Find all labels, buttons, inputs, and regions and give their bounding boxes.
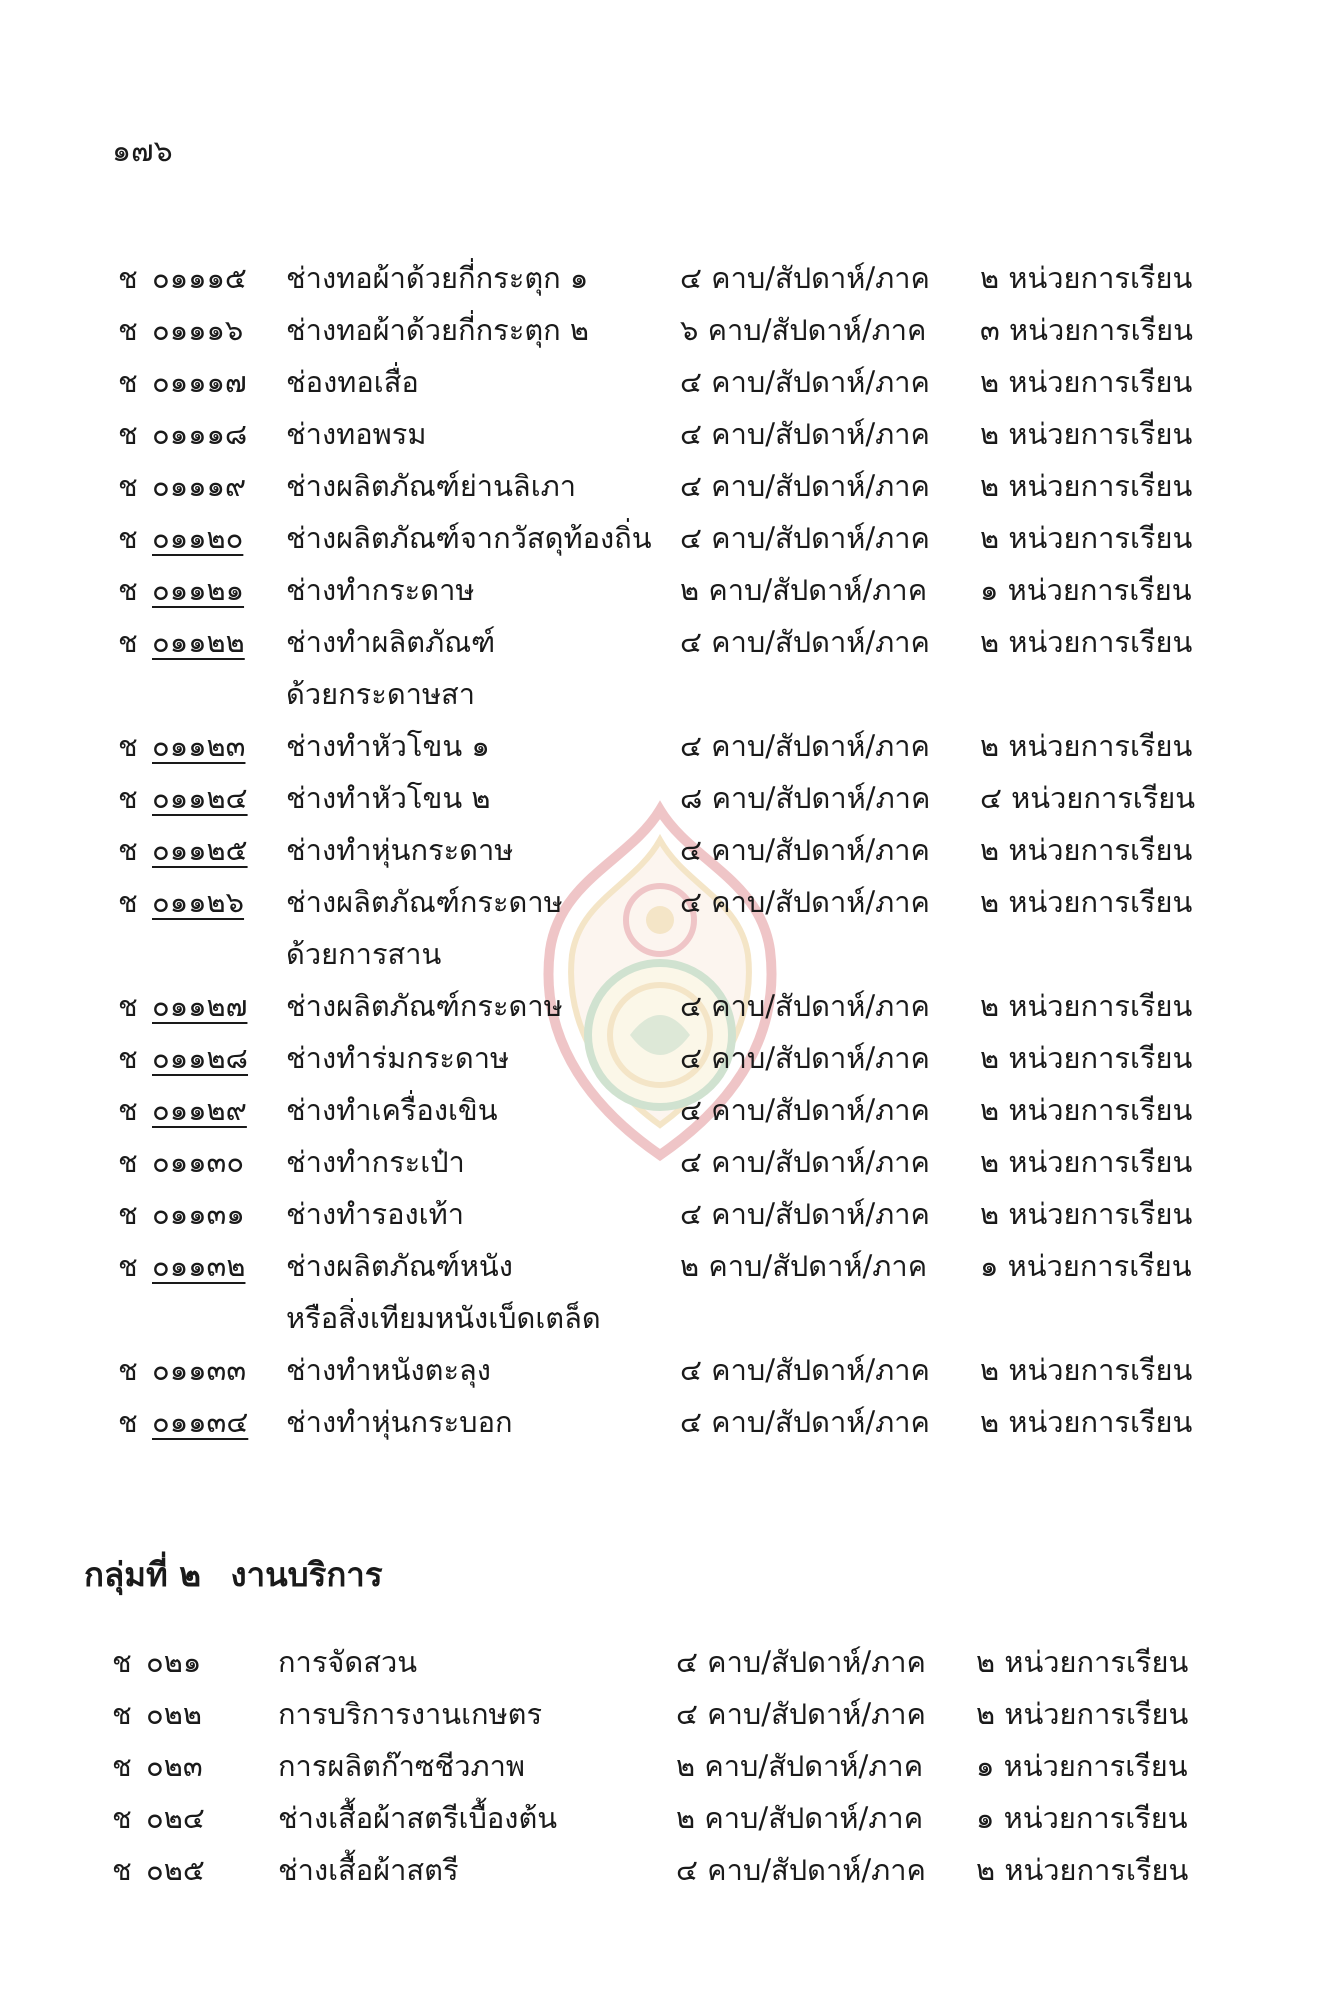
course-prefix: ช <box>118 1197 138 1231</box>
course-code: ๐๒๒ <box>146 1697 202 1731</box>
course-hours: ๔ คาบ/สัปดาห์/ภาค <box>680 1197 930 1231</box>
group-title: งานบริการ <box>230 1555 383 1594</box>
course-prefix: ช <box>118 781 138 815</box>
course-credits: ๒ หน่วยการเรียน <box>980 521 1193 555</box>
course-prefix: ช <box>118 1041 138 1075</box>
course-hours: ๔ คาบ/สัปดาห์/ภาค <box>680 469 930 503</box>
course-name: ช่างทำหุ่นกระบอก <box>286 1405 513 1439</box>
course-prefix: ช <box>118 469 138 503</box>
course-code: ๐๑๑๒๖ <box>152 885 245 919</box>
course-row <box>0 878 1340 926</box>
course-hours: ๔ คาบ/สัปดาห์/ภาค <box>680 729 930 763</box>
course-row <box>0 1690 1340 1738</box>
course-prefix: ช <box>118 729 138 763</box>
course-credits: ๒ หน่วยการเรียน <box>980 833 1193 867</box>
course-prefix: ช <box>118 625 138 659</box>
course-code: ๐๑๑๑๗ <box>152 365 247 399</box>
course-credits: ๓ หน่วยการเรียน <box>980 313 1193 347</box>
course-prefix: ช <box>118 521 138 555</box>
course-name-continuation: ด้วยกระดาษสา <box>286 677 476 711</box>
course-code: ๐๑๑๓๐ <box>152 1145 245 1179</box>
course-code: ๐๑๑๓๑ <box>152 1197 245 1231</box>
group-heading <box>84 1548 401 1601</box>
course-row <box>0 514 1340 562</box>
course-credits: ๒ หน่วยการเรียน <box>980 729 1193 763</box>
course-name: ช่างทำรองเท้า <box>286 1197 464 1231</box>
course-credits: ๒ หน่วยการเรียน <box>980 1093 1193 1127</box>
course-hours: ๒ คาบ/สัปดาห์/ภาค <box>680 1249 928 1283</box>
course-hours: ๔ คาบ/สัปดาห์/ภาค <box>680 1093 930 1127</box>
course-prefix: ช <box>112 1853 132 1887</box>
course-credits: ๑ หน่วยการเรียน <box>976 1801 1188 1835</box>
course-code: ๐๑๑๓๓ <box>152 1353 247 1387</box>
course-hours: ๒ คาบ/สัปดาห์/ภาค <box>676 1749 924 1783</box>
course-row <box>0 1846 1340 1894</box>
course-prefix: ช <box>118 989 138 1023</box>
course-hours: ๔ คาบ/สัปดาห์/ภาค <box>680 1145 930 1179</box>
course-row <box>0 1398 1340 1446</box>
course-credits: ๒ หน่วยการเรียน <box>980 469 1193 503</box>
course-code: ๐๑๑๑๖ <box>152 313 244 347</box>
course-prefix: ช <box>118 833 138 867</box>
course-prefix: ช <box>118 1353 138 1387</box>
course-prefix: ช <box>118 1249 138 1283</box>
course-code: ๐๑๑๒๕ <box>152 833 248 867</box>
course-hours: ๔ คาบ/สัปดาห์/ภาค <box>680 417 930 451</box>
course-credits: ๒ หน่วยการเรียน <box>980 1405 1193 1439</box>
course-name: ช่องทอเสื่อ <box>286 365 419 399</box>
course-credits: ๒ หน่วยการเรียน <box>980 417 1193 451</box>
course-credits: ๔ หน่วยการเรียน <box>980 781 1196 815</box>
course-name: ช่างทำเครื่องเขิน <box>286 1093 498 1127</box>
course-hours: ๒ คาบ/สัปดาห์/ภาค <box>676 1801 924 1835</box>
course-name: ช่างผลิตภัณฑ์กระดาษ <box>286 885 563 919</box>
course-prefix: ช <box>118 313 138 347</box>
course-hours: ๔ คาบ/สัปดาห์/ภาค <box>676 1697 926 1731</box>
course-name: ช่างทำหัวโขน ๑ <box>286 729 490 763</box>
course-credits: ๒ หน่วยการเรียน <box>976 1697 1189 1731</box>
course-hours: ๒ คาบ/สัปดาห์/ภาค <box>680 573 928 607</box>
course-name: ช่างทำร่มกระดาษ <box>286 1041 510 1075</box>
course-hours: ๔ คาบ/สัปดาห์/ภาค <box>680 885 930 919</box>
course-prefix: ช <box>118 1405 138 1439</box>
course-name-continuation: ด้วยการสาน <box>286 937 442 971</box>
course-row <box>0 982 1340 1030</box>
course-hours: ๔ คาบ/สัปดาห์/ภาค <box>680 989 930 1023</box>
course-row <box>0 1242 1340 1290</box>
course-code: ๐๑๑๒๒ <box>152 625 245 659</box>
course-credits: ๒ หน่วยการเรียน <box>980 625 1193 659</box>
course-prefix: ช <box>112 1749 132 1783</box>
course-row <box>0 1346 1340 1394</box>
course-credits: ๒ หน่วยการเรียน <box>976 1853 1189 1887</box>
group-label: กลุ่มที่ ๒ <box>84 1555 201 1594</box>
course-hours: ๔ คาบ/สัปดาห์/ภาค <box>676 1853 926 1887</box>
course-name: ช่างทอผ้าด้วยกี่กระตุก ๑ <box>286 261 589 295</box>
course-hours: ๔ คาบ/สัปดาห์/ภาค <box>680 1405 930 1439</box>
course-prefix: ช <box>118 417 138 451</box>
course-name: ช่างทำผลิตภัณฑ์ <box>286 625 496 659</box>
course-hours: ๔ คาบ/สัปดาห์/ภาค <box>680 521 930 555</box>
course-credits: ๒ หน่วยการเรียน <box>976 1645 1189 1679</box>
course-name: ช่างผลิตภัณฑ์ย่านลิเภา <box>286 469 576 503</box>
course-name: การบริการงานเกษตร <box>278 1697 543 1731</box>
course-row <box>0 722 1340 770</box>
course-name: ช่างผลิตภัณฑ์หนัง <box>286 1249 513 1283</box>
course-prefix: ช <box>118 573 138 607</box>
course-name: การผลิตก๊าซชีวภาพ <box>278 1749 526 1783</box>
course-hours: ๔ คาบ/สัปดาห์/ภาค <box>680 1353 930 1387</box>
course-credits: ๒ หน่วยการเรียน <box>980 261 1193 295</box>
course-name: ช่างผลิตภัณฑ์จากวัสดุท้องถิ่น <box>286 521 652 555</box>
course-row <box>0 254 1340 302</box>
course-code: ๐๑๑๒๐ <box>152 521 244 555</box>
page-number: ๑๗๖ <box>112 134 173 169</box>
course-code: ๐๑๑๑๙ <box>152 469 247 503</box>
course-row <box>0 1794 1340 1842</box>
course-prefix: ช <box>112 1801 132 1835</box>
course-code: ๐๑๑๓๒ <box>152 1249 246 1283</box>
course-code: ๐๑๑๒๘ <box>152 1041 249 1075</box>
course-credits: ๒ หน่วยการเรียน <box>980 1197 1193 1231</box>
course-code: ๐๒๓ <box>146 1749 203 1783</box>
course-credits: ๑ หน่วยการเรียน <box>976 1749 1188 1783</box>
course-code: ๐๑๑๒๑ <box>152 573 245 607</box>
course-prefix: ช <box>118 261 138 295</box>
course-hours: ๔ คาบ/สัปดาห์/ภาค <box>680 833 930 867</box>
course-prefix: ช <box>118 365 138 399</box>
course-name: ช่างผลิตภัณฑ์กระดาษ <box>286 989 563 1023</box>
course-row <box>0 1742 1340 1790</box>
course-row <box>0 1638 1340 1686</box>
course-row <box>0 1190 1340 1238</box>
course-row <box>0 462 1340 510</box>
course-code: ๐๑๑๓๔ <box>152 1405 249 1439</box>
course-row <box>0 774 1340 822</box>
course-code: ๐๑๑๒๓ <box>152 729 246 763</box>
course-hours: ๔ คาบ/สัปดาห์/ภาค <box>676 1645 926 1679</box>
course-name: ช่างทำกระดาษ <box>286 573 475 607</box>
course-code: ๐๒๔ <box>146 1801 205 1835</box>
course-row <box>0 826 1340 874</box>
course-prefix: ช <box>118 1145 138 1179</box>
course-row <box>0 1138 1340 1186</box>
course-row <box>0 410 1340 458</box>
course-name-continuation: หรือสิ่งเทียมหนังเบ็ดเตล็ด <box>286 1301 601 1335</box>
course-name: ช่างเสื้อผ้าสตรีเบื้องต้น <box>278 1801 558 1835</box>
course-name: ช่างทำกระเป๋า <box>286 1145 465 1179</box>
course-row <box>0 306 1340 354</box>
course-hours: ๔ คาบ/สัปดาห์/ภาค <box>680 625 930 659</box>
course-row <box>0 358 1340 406</box>
course-name: ช่างทำหัวโขน ๒ <box>286 781 491 815</box>
course-credits: ๒ หน่วยการเรียน <box>980 989 1193 1023</box>
course-code: ๐๑๑๑๕ <box>152 261 247 295</box>
course-credits: ๑ หน่วยการเรียน <box>980 1249 1192 1283</box>
course-name: การจัดสวน <box>278 1645 418 1679</box>
course-code: ๐๑๑๒๔ <box>152 781 248 815</box>
course-code: ๐๒๑ <box>146 1645 202 1679</box>
course-name: ช่างทำหนังตะลุง <box>286 1353 491 1387</box>
course-prefix: ช <box>118 885 138 919</box>
course-row <box>0 566 1340 614</box>
course-hours: ๔ คาบ/สัปดาห์/ภาค <box>680 1041 930 1075</box>
course-credits: ๒ หน่วยการเรียน <box>980 1353 1193 1387</box>
course-name: ช่างทอผ้าด้วยกี่กระตุก ๒ <box>286 313 590 347</box>
course-row <box>0 618 1340 666</box>
course-name: ช่างเสื้อผ้าสตรี <box>278 1853 459 1887</box>
course-hours: ๔ คาบ/สัปดาห์/ภาค <box>680 365 930 399</box>
course-code: ๐๑๑๑๘ <box>152 417 248 451</box>
course-row <box>0 1086 1340 1134</box>
course-prefix: ช <box>118 1093 138 1127</box>
course-hours: ๘ คาบ/สัปดาห์/ภาค <box>680 781 931 815</box>
course-hours: ๖ คาบ/สัปดาห์/ภาค <box>680 313 927 347</box>
course-hours: ๔ คาบ/สัปดาห์/ภาค <box>680 261 930 295</box>
course-code: ๐๒๕ <box>146 1853 205 1887</box>
course-name: ช่างทอพรม <box>286 417 427 451</box>
course-credits: ๒ หน่วยการเรียน <box>980 1145 1193 1179</box>
course-code: ๐๑๑๒๗ <box>152 989 248 1023</box>
course-credits: ๑ หน่วยการเรียน <box>980 573 1192 607</box>
course-credits: ๒ หน่วยการเรียน <box>980 885 1193 919</box>
course-credits: ๒ หน่วยการเรียน <box>980 1041 1193 1075</box>
course-name: ช่างทำหุ่นกระดาษ <box>286 833 514 867</box>
course-code: ๐๑๑๒๙ <box>152 1093 247 1127</box>
course-row <box>0 1034 1340 1082</box>
course-prefix: ช <box>112 1697 132 1731</box>
course-prefix: ช <box>112 1645 132 1679</box>
course-credits: ๒ หน่วยการเรียน <box>980 365 1193 399</box>
